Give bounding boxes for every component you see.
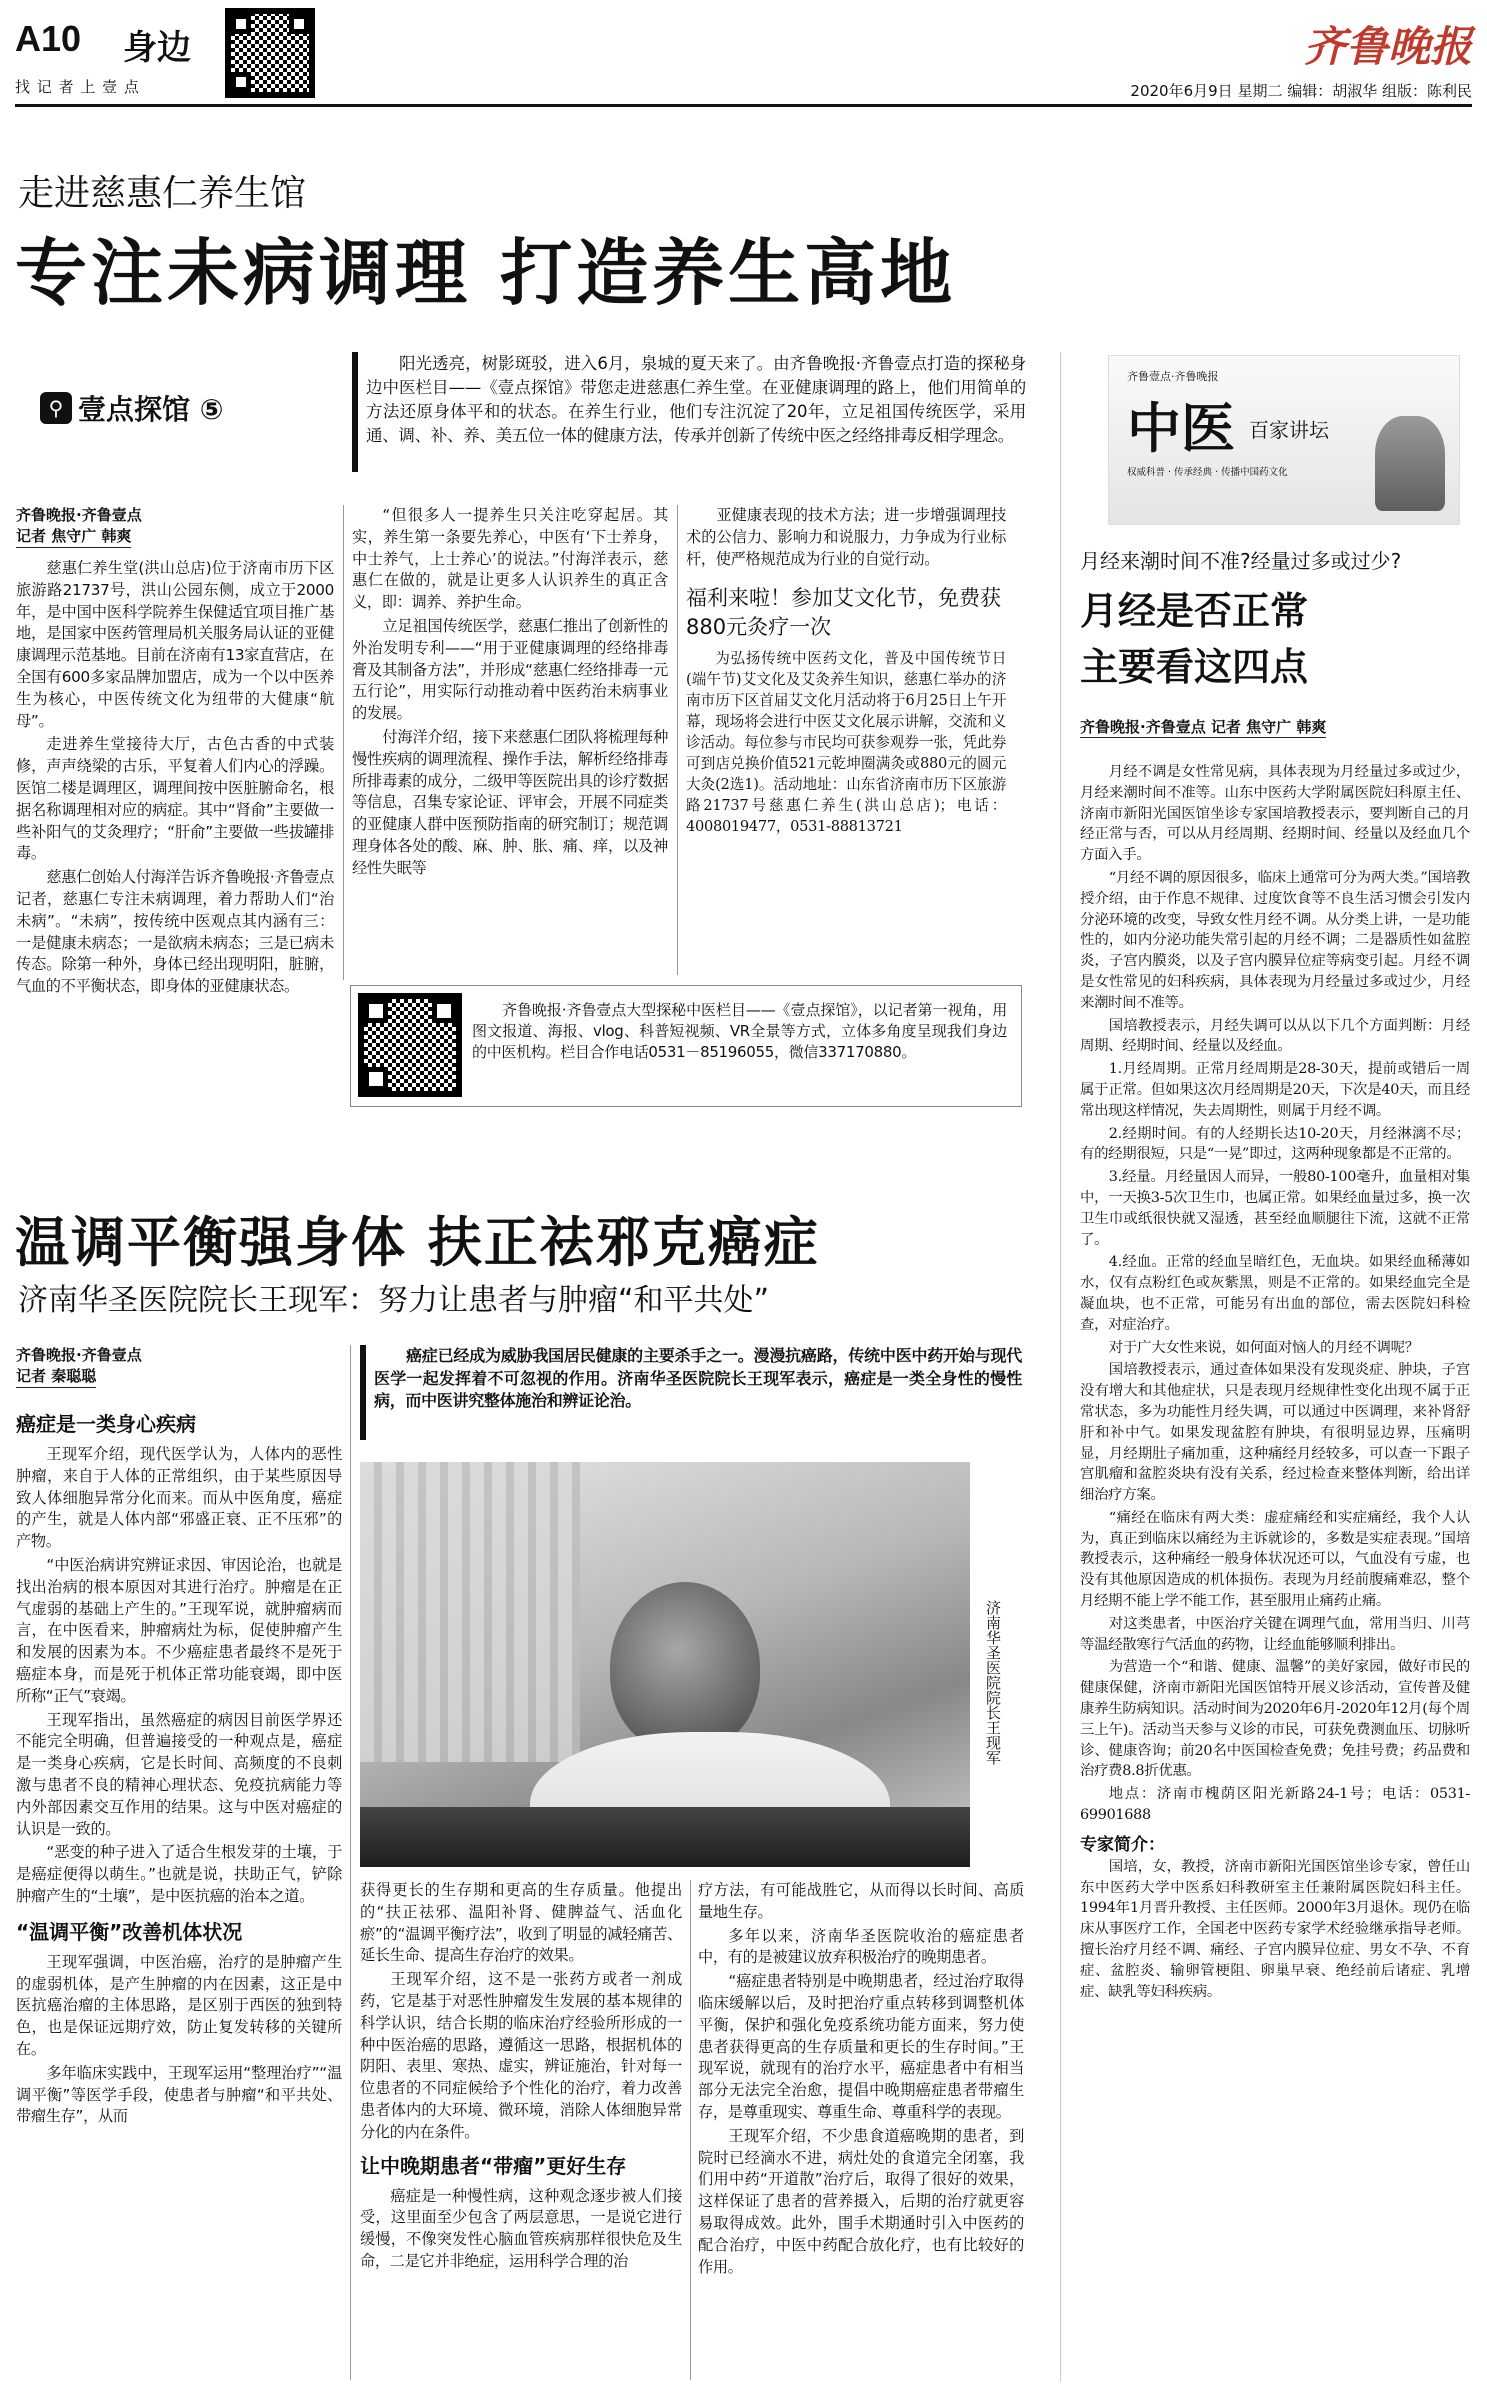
fuli-paragraph: 为弘扬传统中医药文化，普及中国传统节日(端午节)艾文化及艾灸养生知识，慈惠仁举办的济南市历下区首届艾文化月活动将于6月25日上午开幕，现场将会进行中医艾文化展示讲解，交流和义诊活动。每位参与市民均可获参观券一张，凭此券可到店兑换价值521元乾坤圈满灸或880元的圆元大灸(2选1)。活动地址：山东省济南市历下区旅游路21737号慈惠仁养生(洪山总店)；电话：4008019477，0531-88813721: [686, 650, 1006, 836]
article-3-kicker: 月经来潮时间不准?经量过多或过少?: [1080, 549, 1402, 573]
article-1-lead-text: 阳光透亮，树影斑驳，进入6月，泉城的夏天来了。由齐鲁晚报·齐鲁壹点打造的探秘身边中医栏目——《壹点探馆》带您走进慈惠仁养生堂。在亚健康调理的路上，他们用简单的方法还原身体平和的状态。在养生行业，他们专注沉淀了20年，立足祖国传统医学，采用通、调、补、养、美五位一体的健康方法，传承并创新了传统中医之经络排毒反相学理念。: [366, 354, 1026, 445]
article-2-col-1: [16, 1345, 342, 2130]
article-2-subhead-2: “温调平衡”改善机体状况: [16, 1919, 243, 1944]
paragraph: 疗方法，有可能战胜它，从而得以长时间、高质量地生存。: [698, 1881, 1024, 1921]
paragraph: 王现军介绍，这不是一张药方或者一剂成药，它是基于对恶性肿瘤发生发展的基本规律的科学认识，结合长期的临床治疗经验所形成的一种中医治癌的思路，遵循这一思路，根据机体的阴阳、表里、寒热、虚实，辨证施治，针对每一位患者的不同症候给予个性化的治疗，着力改善患者体内的大环境、微环境，消除人体细胞异常分化的内在条件。: [360, 1970, 682, 2141]
paragraph: 国培教授表示，月经失调可以从以下几个方面判断：月经周期、经期时间、经量以及经血。: [1080, 1017, 1470, 1055]
article-2-subtitle: 济南华圣医院院长王现军：努力让患者与肿瘤“和平共处”: [18, 1283, 770, 1318]
paragraph: 3.经量。月经量因人而异，一般80-100毫升，血量相对集中，一天换3-5次卫生巾，也属正常。如果经血量过多，换一次卫生巾或纸很快就又湿透，甚至经血顺腿往下流，这就不正常了。: [1080, 1169, 1470, 1248]
article-2-byline: [16, 1345, 342, 1388]
article-2-title: 温调平衡强身体 扶正祛邪克癌症: [15, 1211, 820, 1274]
article-1-lead: [366, 352, 1026, 450]
paragraph: “恶变的种子进入了适合生根发芽的土壤，于是癌症便得以萌生。”也就是说，扶助正气，铲除肿瘤产生的“土壤”，是中医抗癌的治本之道。: [16, 1843, 342, 1905]
article-1-col-1: [16, 505, 334, 1000]
article-3-body: [1080, 762, 1470, 2004]
paper-logo: 齐鲁晚报: [1303, 22, 1472, 71]
banner-tail-text: 百家讲坛: [1249, 418, 1329, 442]
column-divider: [350, 1345, 351, 2380]
paragraph: 对这类患者，中医治疗关键在调理气血，常用当归、川芎等温经散寒行气活血的药物，让经血能够顺利排出。: [1080, 1615, 1470, 1653]
article-1-col-3: [686, 505, 1006, 839]
article-2-subhead-3: 让中晚期患者“带瘤”更好生存: [360, 2153, 627, 2178]
article-1-byline-org: 齐鲁晚报·齐鲁壹点: [16, 506, 142, 524]
article-2-lead-text: 癌症已经成为威胁我国居民健康的主要杀手之一。漫漫抗癌路，传统中医中药开始与现代医学一起发挥着不可忽视的作用。济南华圣医院院长王现军表示，癌症是一类全身性的慢性病，而中医讲究整体施治和辨证论治。: [374, 1346, 1022, 1410]
article-1-lead-bar: [352, 352, 358, 472]
qr-code-icon[interactable]: [225, 8, 315, 98]
article-1-title: 专注未病调理 打造养生高地: [15, 231, 957, 315]
banner-big-text: 中医: [1127, 396, 1235, 460]
paragraph: 付海洋介绍，接下来慈惠仁团队将梳理每种慢性疾病的调理流程、操作手法，解析经络排毒所排毒素的成分，二级甲等医院出具的诊疗数据等信息，召集专家论证、评审会，开展不同症类的亚健康人群中医预防指南的研究制订；规范调理身体各处的酸、麻、肿、胀、痛、痒，以及神经性失眠等: [352, 727, 668, 877]
article-1-col-2: [352, 505, 668, 882]
article-2-byline-org: 齐鲁晚报·齐鲁壹点: [16, 1346, 142, 1364]
article-3-title-1: 月经是否正常: [1080, 589, 1309, 633]
paragraph: 立足祖国传统医学，慈惠仁推出了创新性的外治发明专利——“用于亚健康调理的经络排毒膏及其制备方法”，并形成“慈惠仁经络排毒一元五行论”，用实际行动推动着中医药治未病事业的发展。: [352, 616, 668, 723]
photo-person-head: [610, 1582, 760, 1752]
paragraph: 地点：济南市槐荫区阳光新路24-1号；电话：0531-69901688: [1080, 1786, 1470, 1824]
section-divider: [1060, 352, 1061, 2382]
promo-text: [472, 1000, 1007, 1065]
photo-bookshelf: [360, 1462, 580, 1762]
paragraph: 月经不调是女性常见病，具体表现为月经量过多或过少，月经来潮时间不准等。山东中医药大学附属医院妇科原主任、济南市新阳光国医馆坐诊专家国培教授表示，要判断自己的月经正常与否，可以从月经周期、经期时间、经量以及经血几个方面入手。: [1080, 764, 1470, 864]
date-line: 2020年6月9日 星期二 编辑：胡淑华 组版：陈利民: [1130, 82, 1472, 100]
banner-top-line: 齐鲁壹点·齐鲁晚报: [1127, 370, 1219, 383]
banner-figure: [1375, 416, 1445, 511]
paragraph: 慈惠仁创始人付海洋告诉齐鲁晚报·齐鲁壹点记者，慈惠仁专注未病调理，着力帮助人们“治未病”。“未病”，按传统中医观点其内涵有三：一是健康未病态；一是欲病未病态；三是已病未传态。除第一种外，身体已经出现明阳，脏腑，气血的不平衡状态，即身体的亚健康状态。: [16, 868, 334, 996]
article-2-col-2: [360, 1880, 682, 2275]
header-rule: [15, 104, 1472, 107]
paragraph: 亚健康表现的技术方法；进一步增强调理技术的公信力、影响力和说服力，力争成为行业标杆，使严格规范成为行业的自觉行动。: [686, 506, 1006, 568]
paragraph: 王现军介绍，现代医学认为，人体内的恶性肿瘤，来自于人体的正常组织，由于某些原因导致人体细胞异常分化而来。而从中医角度，癌症的产生，就是人体内部“邪盛正衰、正不压邪”的产物。: [16, 1445, 342, 1551]
photo-caption: 济南华圣医院院长王现军: [984, 1600, 1002, 1765]
paragraph: 王现军强调，中医治癌，治疗的是肿瘤产生的虚弱机体，是产生肿瘤的内在因素，这正是中医抗癌治瘤的主体思路，是区别于西医的独到特色，也是保证远期疗效，防止复发转移的关键所在。: [16, 1952, 342, 2058]
paragraph: 多年临床实践中，王现军运用“整理治疗”“温调平衡”等医学手段，使患者与肿瘤“和平共处、带瘤生存”，从而: [16, 2063, 342, 2126]
article-1-byline: [16, 505, 334, 548]
promo-paragraph: 齐鲁晚报·齐鲁壹点大型探秘中医栏目——《壹点探馆》，以记者第一视角，用图文报道、海报、vlog、科普短视频、VR全景等方式，立体多角度呈现我们身边的中医机构。栏目合作电话0531－85196055，微信337170880。: [472, 1001, 1007, 1061]
paragraph: 慈惠仁养生堂(洪山总店)位于济南市历下区旅游路21737号，洪山公园东侧，成立于2000年，是中国中医科学院养生保健适宜项目推广基地，是国家中医药管理局机关服务局认证的亚健康调理示范基地。目前在济南有13家直营店，在全国有600多家品牌加盟店，成为一个以中医养生为核心，中医传统文化为纽带的大健康“航母”。: [16, 559, 334, 730]
paragraph: “但很多人一提养生只关注吃穿起居。其实，养生第一条要先养心，中医有‘下士养身，中士养气，上士养心’的说法。”付海洋表示，慈惠仁在做的，就是让更多人认识养生的真正含义，即：调养、养护生命。: [352, 506, 668, 612]
page-number: A10: [15, 18, 82, 59]
paragraph: 4.经血。正常的经血呈暗红色，无血块。如果经血稀薄如水，仅有点粉红色或灰紫黑，则是不正常的。如果经血完全是凝血块，也不正常，可能另有出血的部位，需去医院妇科检查，对症治疗。: [1080, 1254, 1470, 1333]
search-badge-icon: ⚲: [40, 392, 72, 424]
paragraph: 对于广大女性来说，如何面对恼人的月经不调呢？: [1108, 1339, 1419, 1356]
paragraph: 王现军介绍，不少患食道癌晚期的患者，到院时已经滴水不进，病灶处的食道完全闭塞，我们用中药“开道散”治疗后，取得了很好的效果，这样保证了患者的营养摄入，后期的治疗就更容易取得成效。此外，围手术期通时引入中医药的配合治疗，中医中药配合放化疗，也有比较好的作用。: [698, 2126, 1024, 2276]
section-slogan: 找 记 者 上 壹 点: [15, 78, 140, 96]
paragraph: 获得更长的生存期和更高的生存质量。他提出的“扶正祛邪、温阳补肾、健脾益气、活血化瘀”的“温调平衡疗法”，收到了明显的减轻痛苦、延长生命、提高生存治疗的效果。: [360, 1881, 682, 1965]
section-name: 身边: [123, 28, 191, 68]
paragraph: 走进养生堂接待大厅，古色古香的中式装修，声声绕梁的古乐，平复着人们内心的浮躁。医馆二楼是调理区，调理间按中医脏腑命名，根据名称调理相对应的病症。其中“肾俞”主要做一些补阳气的艾灸理疗；“肝俞”主要做一些拔罐排毒。: [16, 735, 334, 863]
paragraph: “中医治病讲究辨证求因、审因论治，也就是找出治病的根本原因对其进行治疗。肿瘤是在正气虚弱的基础上产生的。”王现军说，就肿瘤病而言，在中医看来，肿瘤病灶为标，促使肿瘤产生和发展的因素为本。不少癌症患者最终不是死于癌症本身，而是死于机体正常功能衰竭，即中医所称“正气”衰竭。: [16, 1555, 342, 1705]
paragraph: 癌症是一种慢性病，这种观念逐步被人们接受，这里面至少包含了两层意思，一是说它进行缓慢，不像突发性心脑血管疾病那样很快危及生命，二是它并非绝症，运用科学合理的治: [360, 2186, 682, 2270]
paragraph: 多年以来，济南华圣医院收治的癌症患者中，有的是被建议放弃积极治疗的晚期患者。: [698, 1926, 1024, 1967]
column-badge-label: 壹点探馆 ⑤: [78, 393, 224, 426]
column-divider: [690, 1880, 691, 2380]
article-2-lead: [374, 1345, 1022, 1415]
expert-intro-heading: 专家简介：: [1080, 1834, 1165, 1855]
page-header: [15, 18, 1472, 108]
expert-intro: 国培，女，教授，济南市新阳光国医馆坐诊专家，曾任山东中医药大学中医系妇科教研室主任兼附属医院妇科主任。1994年1月晋升教授、主任医师。2000年3月退休。现仍在临床从事医疗工作，全国老中医药专家学术经验继承指导老师。擅长治疗月经不调、痛经、子宫内膜异位症、男女不孕、不育症、盆腔炎、输卵管梗阻、卵巢早衰、绝经前后诸症、乳增症、缺乳等妇科疾病。: [1080, 1858, 1470, 2000]
article-2-lead-bar: [360, 1345, 366, 1440]
paragraph: “月经不调的原因很多，临床上通常可分为两大类。”国培教授介绍，由于作息不规律、过度饮食等不良生活习惯会引发内分泌环境的改变，导致女性月经不调。从分类上讲，一是功能性的，如内分泌功能失常引起的月经不调；二是器质性如盆腔炎，子宫内膜炎，以及子宫内膜异位症等病变引起。月经不调是女性常见的妇科疾病，具体表现为月经量过多或过少，月经来潮时间不准等。: [1080, 869, 1470, 1011]
paragraph: 国培教授表示，通过查体如果没有发现炎症、肿块，子宫没有增大和其他症状，只是表现月经规律性变化出现不属于正常状态，多为功能性月经失调，可以通过中医调理，来补肾舒肝和补中气。如果发现盆腔有肿块，有很明显边界，压痛明显，月经期肚子痛加重，这种痛经月经较多，可以查一下跟子宫肌瘤和盆腔炎块有没有关系，经过检查来整体判断，给出详细治疗方案。: [1080, 1362, 1470, 1504]
column-divider: [343, 505, 344, 980]
paragraph: 1.月经周期。正常月经周期是28-30天，提前或错后一周属于正常。但如果这次月经周期是20天，下次是40天，而且经常出现这样情况，失去周期性，则属于月经不调。: [1080, 1061, 1470, 1119]
paragraph: 为营造一个“和谐、健康、温馨”的美好家园，做好市民的健康保健，济南市新阳光国医馆特开展义诊活动，宣传普及健康养生防病知识。活动时间为2020年6月-2020年12月(每个周三上午)。活动当天参与义诊的市民，可获免费测血压、切脉听诊、健康咨询；前20名中医国检查免费；免挂号费；药品费和治疗费8.8折优惠。: [1080, 1659, 1470, 1780]
article-2-subhead-1: 癌症是一类身心疾病: [16, 1412, 196, 1436]
column-divider: [677, 505, 678, 975]
column-badge: [40, 386, 223, 430]
article-1-kicker: 走进慈惠仁养生馆: [18, 173, 307, 214]
article-2-col-3: [698, 1880, 1024, 2280]
banner-small-text: 权威科普 · 传承经典 · 传播中国药文化: [1127, 467, 1288, 478]
article-3-title-2: 主要看这四点: [1080, 645, 1309, 689]
article-3-byline: 齐鲁晚报·齐鲁壹点 记者 焦守广 韩爽: [1080, 718, 1327, 736]
paragraph: 王现军指出，虽然癌症的病因目前医学界还不能完全明确，但普遍接受的一种观点是，癌症是一类身心疾病，它是长时间、高频度的不良刺激与患者不良的精神心理状态、免疫抗病能力等内外部因素交互作用的结果。这与中医对癌症的认识是一致的。: [16, 1710, 342, 1838]
photo-desk: [360, 1807, 970, 1867]
paragraph: 2.经期时间。有的人经期长达10-20天，月经淋漓不尽；有的经期很短，只是“一晃”即过，这两种现象都是不正常的。: [1080, 1125, 1470, 1163]
paragraph: “痛经在临床有两大类：虚症痛经和实症痛经，我个人认为，真正到临床以痛经为主诉就诊的，多数是实症表现。”国培教授表示，这种痛经一般身体状况还可以，气血没有亏虚，也没有其他原因造成的机体损伤。表现为月经前腹痛难忍，整个月经期不能上学不能工作，甚至服用止痛药止痛。: [1080, 1509, 1470, 1610]
fuli-heading: 福利来啦！参加艾文化节，免费获880元灸疗一次: [686, 586, 1001, 640]
article-1-byline-reporters: 记者 焦守广 韩爽: [16, 526, 131, 548]
article-2-photo: [360, 1462, 970, 1867]
paragraph: “癌症患者特别是中晚期患者，经过治疗取得临床缓解以后，及时把治疗重点转移到调整机体平衡，保护和强化免疫系统功能方面来，努力使患者获得更高的生存质量和更长的生存时间。”王现军说，就现有的治疗水平，癌症患者中有相当部分无法完全治愈，提倡中晚期癌症患者带瘤生存，是尊重现实、尊重生命、尊重科学的表现。: [698, 1972, 1024, 2121]
tcm-banner: [1108, 355, 1460, 525]
article-2-byline-reporters: 记者 秦聪聪: [16, 1366, 96, 1388]
qr-code-icon[interactable]: [358, 993, 462, 1097]
